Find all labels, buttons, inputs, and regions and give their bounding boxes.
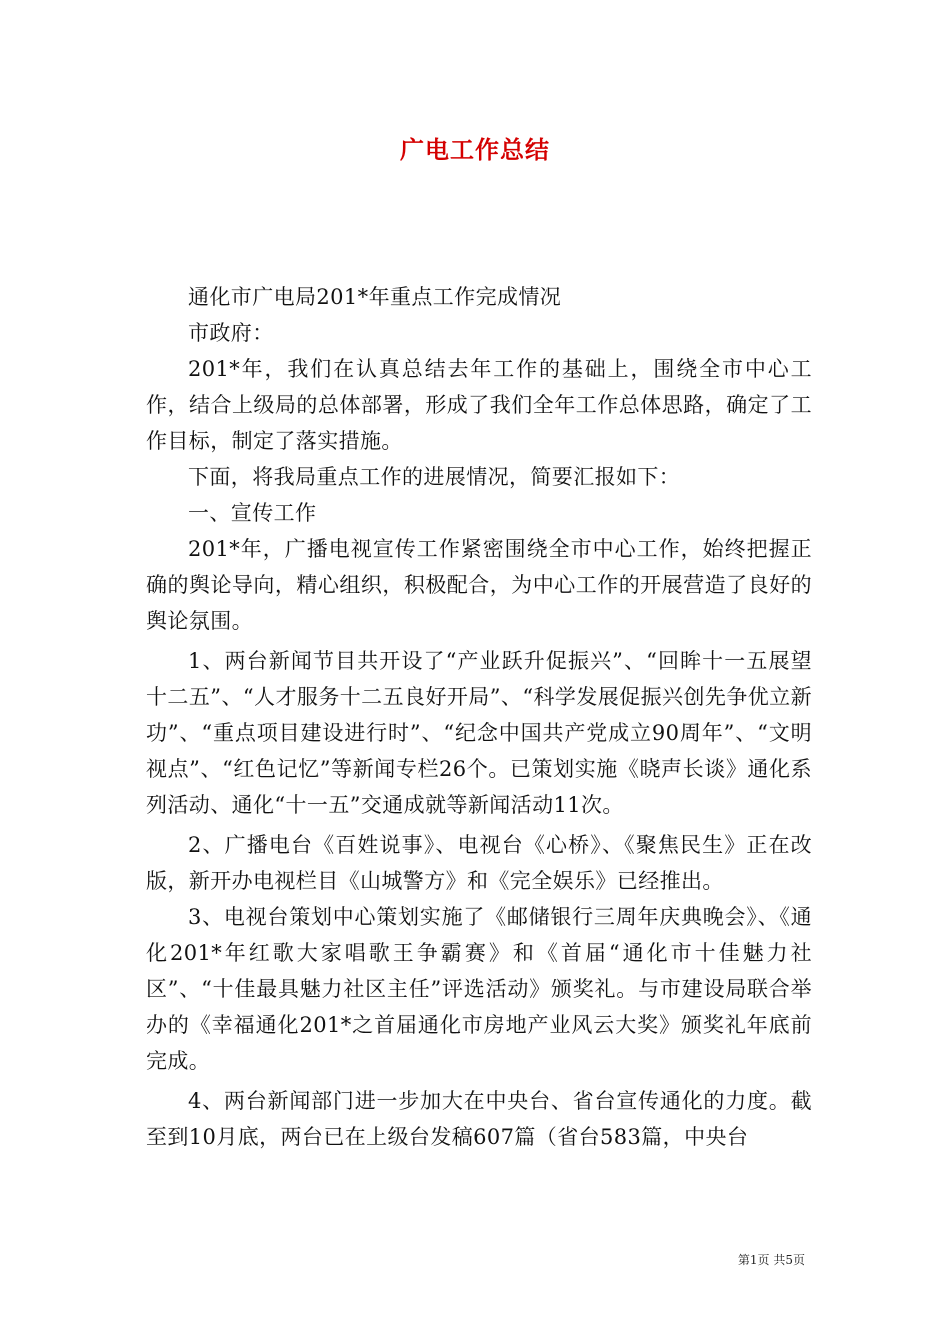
section-heading-publicity: 一、宣传工作 (188, 501, 317, 525)
item-3-paragraph: 3、电视台策划中心策划实施了《邮储银行三周年庆典晚会》、《通化201*年红歌大家唱歌王争霸赛》和《首届“通化市十佳魅力社区”、“十佳最具魅力社区主任”评选活动》颁奖礼。与市建设局联合举办的《幸福通化201*之首届通化市房地产业风云大奖》颁奖礼年底前完成。 (146, 905, 812, 1073)
intro-paragraph: 201*年，我们在认真总结去年工作的基础上，围绕全市中心工作，结合上级局的总体部署，形成了我们全年工作总体思路，确定了工作目标，制定了落实措施。 (146, 357, 812, 453)
summary-lead: 下面，将我局重点工作的进展情况，简要汇报如下： (188, 465, 681, 489)
publicity-overview: 201*年，广播电视宣传工作紧密围绕全市中心工作，始终把握正确的舆论导向，精心组织，积极配合，为中心工作的开展营造了良好的舆论氛围。 (146, 537, 812, 633)
item-1-paragraph: 1、两台新闻节目共开设了“产业跃升促振兴”、“回眸十一五展望十二五”、“人才服务十二五良好开局”、“科学发展促振兴创先争优立新功”、“重点项目建设进行时”、“纪念中国共产党成立90周年”、“文明视点”、“红色记忆”等新闻专栏26个。已策划实施《晓声长谈》通化系列活动、通化“十一五”交通成就等新闻活动11次。 (146, 649, 812, 817)
item-4-paragraph: 4、两台新闻部门进一步加大在中央台、省台宣传通化的力度。截至到10月底，两台已在上级台发稿607篇（省台583篇，中央台 (146, 1089, 812, 1149)
document-body (146, 279, 812, 1155)
salutation: 市政府： (188, 321, 274, 345)
item-2-paragraph: 2、广播电台《百姓说事》、电视台《心桥》、《聚焦民生》正在改版，新开办电视栏目《山城警方》和《完全娱乐》已经推出。 (146, 833, 812, 893)
page-number: 第1页 共5页 (737, 1253, 805, 1267)
report-heading: 通化市广电局201*年重点工作完成情况 (188, 285, 562, 309)
document-title: 广电工作总结 (400, 136, 550, 164)
